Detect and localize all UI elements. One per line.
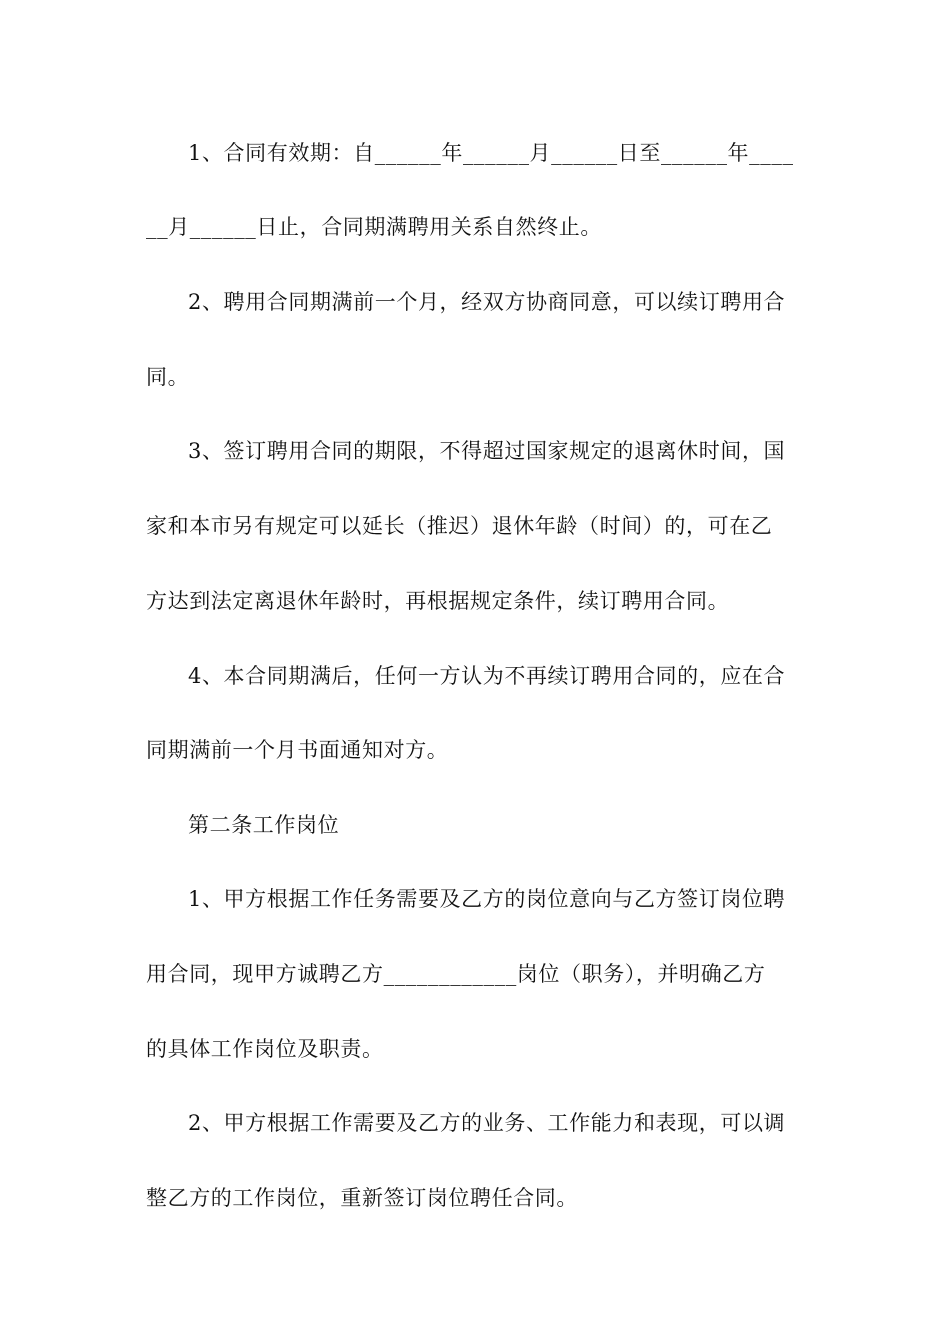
text-line: 1、合同有效期：自______年______月______日至______年____ xyxy=(188,141,794,165)
text-line: 2、甲方根据工作需要及乙方的业务、工作能力和表现，可以调 xyxy=(188,1111,786,1135)
text-line: 用合同，现甲方诚聘乙方____________岗位（职务），并明确乙方 xyxy=(146,962,766,986)
text-line: 2、聘用合同期满前一个月，经双方协商同意，可以续订聘用合 xyxy=(188,290,786,314)
text-line: 4、本合同期满后，任何一方认为不再续订聘用合同的，应在合 xyxy=(188,664,786,688)
text-line: 方达到法定离退休年龄时，再根据规定条件，续订聘用合同。 xyxy=(146,589,730,613)
text-line: 同期满前一个月书面通知对方。 xyxy=(146,738,449,762)
section-heading: 第二条工作岗位 xyxy=(188,813,340,837)
text-line: __月______日止，合同期满聘用关系自然终止。 xyxy=(146,215,602,239)
text-line: 整乙方的工作岗位，重新签订岗位聘任合同。 xyxy=(146,1186,578,1210)
text-line: 家和本市另有规定可以延长（推迟）退休年龄（时间）的，可在乙 xyxy=(146,514,773,538)
text-line: 同。 xyxy=(146,365,190,389)
text-line: 3、签订聘用合同的期限，不得超过国家规定的退离休时间，国 xyxy=(188,439,786,463)
text-line: 的具体工作岗位及职责。 xyxy=(146,1037,384,1061)
text-line: 1、甲方根据工作任务需要及乙方的岗位意向与乙方签订岗位聘 xyxy=(188,887,786,911)
